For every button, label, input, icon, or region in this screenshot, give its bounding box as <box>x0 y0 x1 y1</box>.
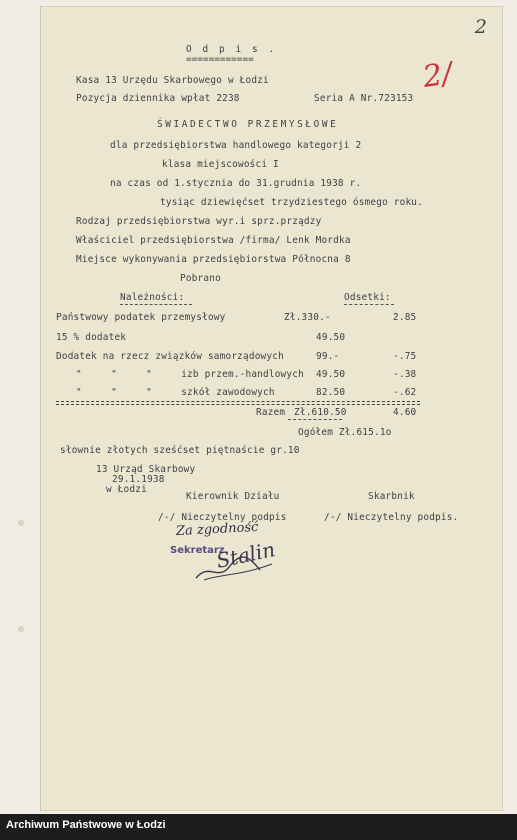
treasurer-title: Skarbnik <box>368 491 415 502</box>
table-row-interest: 2.85 <box>393 312 417 323</box>
punch-hole <box>18 626 24 632</box>
interest-column-header: Odsetki: <box>344 292 391 303</box>
table-row-label: " " " szkół zawodowych <box>76 387 275 398</box>
table-row-interest: -.62 <box>393 387 417 398</box>
table-row-label: " " " izb przem.-handlowych <box>76 369 304 380</box>
issue-date: 29.1.1938 <box>112 474 165 485</box>
table-row-interest: -.38 <box>393 369 417 380</box>
table-row-amount: 99.- <box>316 351 340 362</box>
page-edge <box>40 6 41 811</box>
document-title: O d p i s . <box>186 44 277 55</box>
total-label: Razem <box>256 407 286 418</box>
amount-in-words: słownie złotych sześćset piętnaście gr.10 <box>60 445 300 456</box>
grand-total: Ogółem Zł.615.1o <box>298 427 392 438</box>
journal-line: Pozycja dziennika wpłat 2238 <box>76 93 240 104</box>
head-signature: /-/ Nieczytelny podpis <box>158 512 287 523</box>
head-title: Kierownik Działu <box>186 491 280 502</box>
enterprise-line: dla przedsiębiorstwa handlowego kategorji 2 <box>110 140 362 151</box>
true-copy-note: Za zgodność <box>175 519 259 540</box>
dues-header-underline <box>120 304 192 305</box>
collected-label: Pobrano <box>180 273 221 284</box>
table-row-amount: 82.50 <box>316 387 346 398</box>
table-row-label: 15 % dodatek <box>56 332 127 343</box>
secretary-signature: Stalin <box>214 537 278 573</box>
table-row-label: Dodatek na rzecz związków samorządowych <box>56 351 284 362</box>
total-divider <box>56 404 420 405</box>
total-amount: Zł.610.50 <box>294 407 347 418</box>
table-row-interest: -.75 <box>393 351 417 362</box>
year-words-line: tysiąc dziewięćset trzydziestego ósmego roku. <box>160 197 423 208</box>
table-row-amount: Zł.330.- <box>284 312 331 323</box>
issuer-office: 13 Urząd Skarbowy <box>96 464 196 475</box>
secretary-stamp: Sekretarz <box>170 545 225 556</box>
title-underline: ============ <box>186 54 254 65</box>
office-line: Kasa 13 Urzędu Skarbowego w Łodzi <box>76 75 269 86</box>
table-row-amount: 49.50 <box>316 369 346 380</box>
dues-column-header: Należności: <box>120 292 185 303</box>
total-divider <box>56 401 420 402</box>
place-line: Miejsce wykonywania przedsiębiorstwa Północna 8 <box>76 254 351 265</box>
total-interest: 4.60 <box>393 407 417 418</box>
series-number: Seria A Nr.723153 <box>314 93 414 104</box>
page-number: 2 <box>474 16 487 38</box>
table-row-label: Państwowy podatek przemysłowy <box>56 312 226 323</box>
class-line: klasa miejscowości I <box>162 159 279 170</box>
treasurer-signature: /-/ Nieczytelny podpis. <box>324 512 459 523</box>
period-line: na czas od 1.stycznia do 31.grudnia 1938 r. <box>110 178 362 189</box>
interest-header-underline <box>344 304 394 305</box>
archive-footer-text: Archiwum Państwowe w Łodzi <box>6 819 166 831</box>
total-underline <box>288 419 342 420</box>
table-row-amount: 49.50 <box>316 332 346 343</box>
owner-line: Właściciel przedsiębiorstwa /firma/ Lenk Mordka <box>76 235 351 246</box>
certificate-heading: ŚWIADECTWO PRZEMYSŁOWE <box>157 119 339 130</box>
issuer-city: w Łodzi <box>106 484 147 495</box>
type-line: Rodzaj przedsiębiorstwa wyr.i sprz.prządzy <box>76 216 322 227</box>
signature-flourish <box>190 552 280 584</box>
red-annotation: 2/ <box>420 56 455 95</box>
punch-hole <box>18 520 24 526</box>
